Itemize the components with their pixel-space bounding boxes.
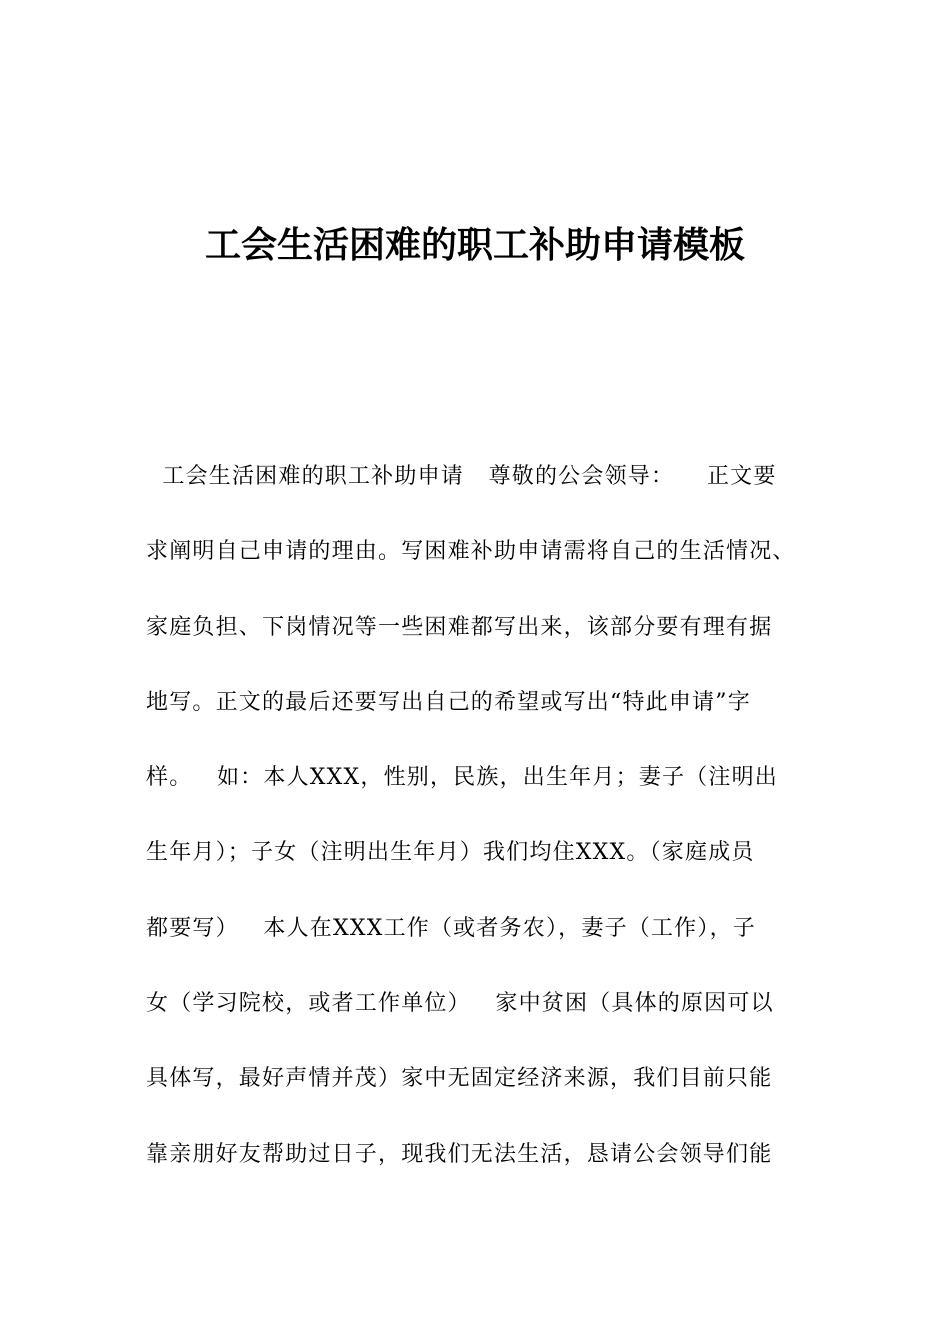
body-line: 地写。正文的最后还要写出自己的希望或写出“特此申请”字 [146, 689, 751, 715]
body-line: 家庭负担、下岗情况等一些困难都写出来，该部分要有理有据 [146, 614, 773, 640]
body-line: 求阐明自己申请的理由。写困难补助申请需将自己的生活情况、 [146, 539, 796, 565]
body-line: 靠亲朋好友帮助过日子，现我们无法生活，恳请公会领导们能 [146, 1141, 773, 1167]
body-line: 具体写，最好声情并茂）家中无固定经济来源，我们目前只能 [146, 1066, 773, 1092]
body-line: 都要写） 本人在XXX工作（或者务农），妻子（工作），子 [146, 915, 756, 941]
document-body [146, 455, 846, 1208]
body-line: 工会生活困难的职工补助申请 尊敬的公会领导： 正文要 [146, 464, 777, 489]
document-title: 工会生活困难的职工补助申请模板 [204, 225, 745, 266]
body-line: 样。 如：本人XXX，性别，民族，出生年月；妻子（注明出 [146, 765, 778, 791]
body-line: 生年月）；子女（注明出生年月）我们均住XXX。（家庭成员 [146, 840, 755, 866]
body-line: 女（学习院校，或者工作单位） 家中贫困（具体的原因可以 [146, 991, 774, 1017]
